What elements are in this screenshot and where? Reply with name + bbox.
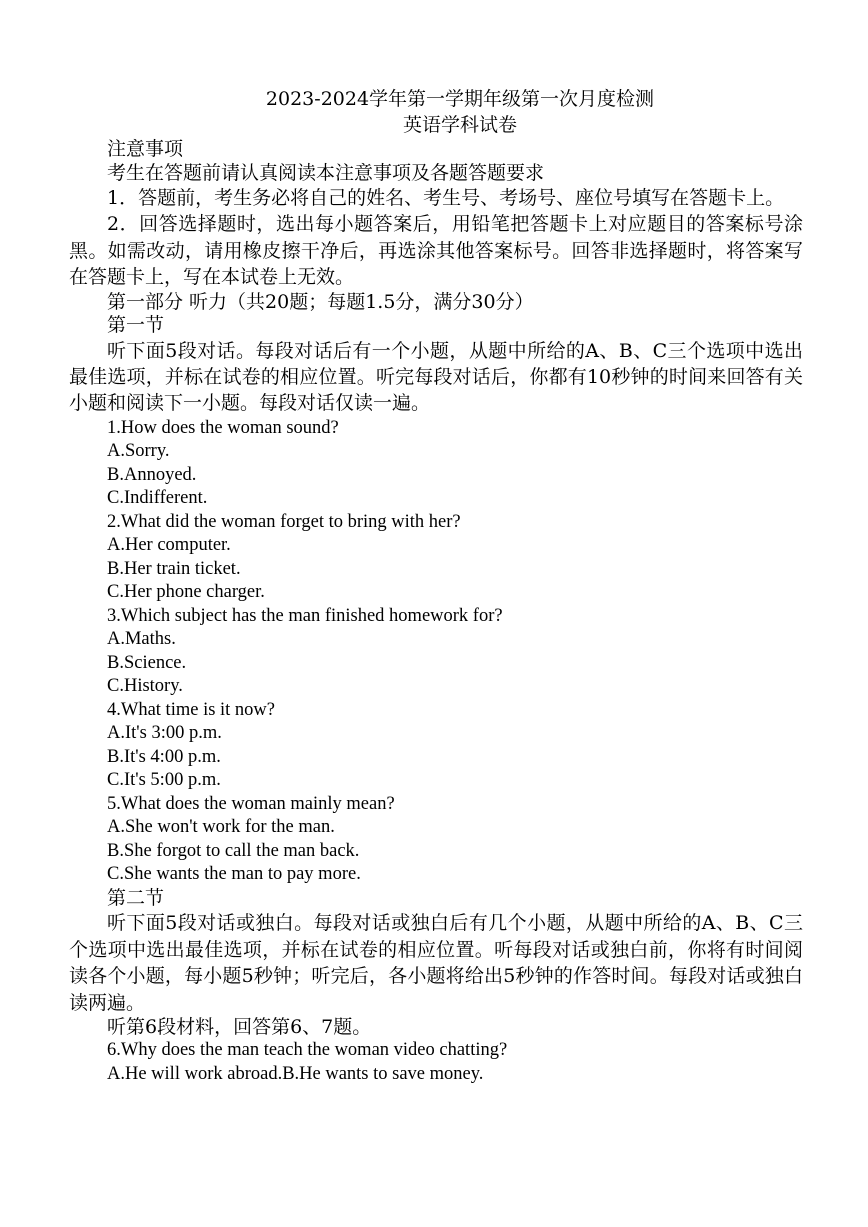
- option-c: C.History.: [107, 676, 183, 697]
- part1-heading: 第一部分 听力（共20题；每题1.5分，满分30分）: [107, 290, 534, 313]
- option-c: C.Indifferent.: [107, 488, 208, 509]
- notice-item-2: 2．回答选择题时，选出每小题答案后，用铅笔把答题卡上对应题目的答案标号涂黑。如需改动，请用橡皮擦干净后，再选涂其他答案标号。回答非选择题时，将答案写在答题卡上，写在本试卷上无效。: [69, 213, 803, 289]
- option-b: B.It's 4:00 p.m.: [107, 746, 221, 767]
- section1-instructions: 听下面5段对话。每段对话后有一个小题，从题中所给的A、B、C三个选项中选出最佳选项，并标在试卷的相应位置。听完每段对话后，你都有10秒钟的时间来回答有关小题和阅读下一小题。每段对话仅读一遍。: [69, 339, 803, 415]
- option-c: C.Her phone charger.: [107, 582, 265, 603]
- option-a: A.Maths.: [107, 629, 176, 650]
- option-b: B.Annoyed.: [107, 464, 197, 485]
- exam-content: [69, 138, 803, 1086]
- question-4: [69, 699, 803, 793]
- question-3: [69, 605, 803, 699]
- exam-subtitle: 英语学科试卷: [402, 114, 517, 136]
- exam-title: 2023-2024学年第一学期年级第一次月度检测: [265, 88, 655, 110]
- section2-instructions: 听下面5段对话或独白。每段对话或独白后有几个小题，从题中所给的A、B、C三个选项中选出最佳选项，并标在试卷的相应位置。听每段对话或独白前，你将有时间阅读各个小题，每小题5秒钟；听完后，各小题将给出5秒钟的作答时间。每段对话或独白读两遍。: [69, 912, 803, 1014]
- section1-heading: 第一节: [107, 314, 165, 337]
- title-block: [0, 86, 868, 138]
- option-a: A.It's 3:00 p.m.: [107, 723, 222, 744]
- question-text: 2.What did the woman forget to bring with her?: [107, 511, 461, 532]
- question-5: [69, 793, 803, 887]
- section2-heading: 第二节: [107, 886, 165, 909]
- option-b: B.Her train ticket.: [107, 558, 241, 579]
- notice-heading: 注意事项: [107, 138, 184, 160]
- option-b: B.Science.: [107, 652, 187, 673]
- question-1: [69, 417, 803, 511]
- option-a: A.Her computer.: [107, 535, 231, 556]
- material-6-note: 听第6段材料，回答第6、7题。: [107, 1015, 372, 1038]
- question-6-options: A.He will work abroad.B.He wants to save money.: [107, 1063, 484, 1084]
- option-a: A.She won't work for the man.: [107, 817, 335, 838]
- question-text: 5.What does the woman mainly mean?: [107, 793, 395, 814]
- question-6-text: 6.Why does the man teach the woman video chatting?: [107, 1040, 508, 1061]
- question-text: 4.What time is it now?: [107, 699, 276, 720]
- option-c: C.She wants the man to pay more.: [107, 864, 361, 885]
- question-2: [69, 511, 803, 605]
- notice-item-1: 1．答题前，考生务必将自己的姓名、考生号、考场号、座位号填写在答题卡上。: [107, 187, 785, 209]
- question-text: 3.Which subject has the man finished homework for?: [107, 605, 503, 626]
- option-c: C.It's 5:00 p.m.: [107, 770, 221, 791]
- question-text: 1.How does the woman sound?: [107, 417, 339, 438]
- option-a: A.Sorry.: [107, 441, 170, 462]
- option-b: B.She forgot to call the man back.: [107, 840, 360, 861]
- notice-intro: 考生在答题前请认真阅读本注意事项及各题答题要求: [107, 161, 545, 184]
